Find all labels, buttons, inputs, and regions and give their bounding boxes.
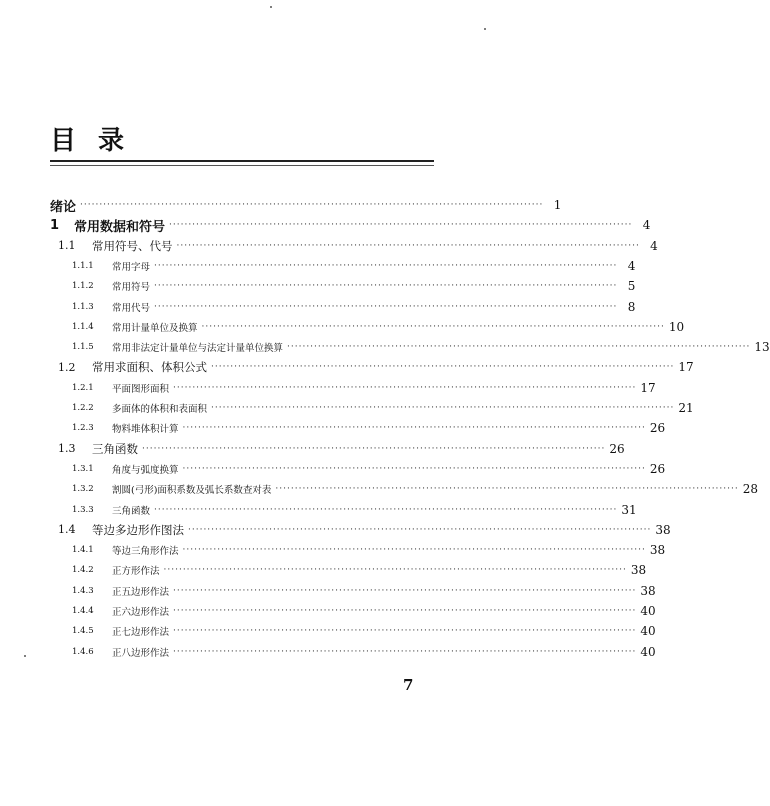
- toc-entry-title: 常用计量单位及换算: [112, 322, 198, 334]
- toc-dot-leader: ························································································································: [154, 260, 618, 271]
- toc-entry: [0, 257, 636, 275]
- toc-entry: [0, 237, 658, 255]
- toc-entry-page: 21: [678, 401, 694, 415]
- toc-entry-page: 10: [668, 319, 685, 334]
- toc-entry: [0, 622, 656, 640]
- toc-entry-title: 等边多边形作图法: [92, 522, 184, 537]
- toc-entry: [0, 460, 666, 478]
- toc-entry-title: 正五边形作法: [112, 586, 170, 598]
- toc-entry-number: 1.1.1: [72, 260, 94, 271]
- page-title: 目录: [50, 126, 147, 156]
- toc-entry: [0, 643, 656, 661]
- toc-entry-number: 1.2.2: [72, 403, 94, 413]
- toc-entry-number: 1.4.6: [72, 646, 94, 657]
- toc-dot-leader: ························································································································: [154, 281, 618, 292]
- toc-entry: [0, 501, 637, 519]
- toc-dot-leader: ························································································································: [211, 362, 675, 373]
- toc-entry-page: 40: [640, 604, 656, 618]
- toc-dot-leader: ························································································································: [173, 626, 637, 637]
- toc-entry-number: 1.4.4: [72, 606, 94, 616]
- toc-entry-number: 1.4: [58, 523, 76, 537]
- scan-speck: [484, 28, 486, 30]
- toc-entry-page: 4: [642, 218, 651, 233]
- toc-entry-page: 13: [754, 340, 770, 355]
- toc-entry: [0, 298, 636, 316]
- toc-entry: [0, 399, 694, 417]
- toc-entry-title: 割圆(弓形)面积系数及弧长系数查对表: [112, 485, 272, 497]
- toc-entry-number: 1.3.1: [72, 463, 94, 474]
- toc-entry-page: 26: [649, 461, 666, 476]
- toc-entry-number: 1.3.2: [72, 484, 94, 495]
- toc-dot-leader: ························································································································: [173, 585, 637, 596]
- toc-entry-number: 1.1.3: [72, 301, 94, 312]
- toc-dot-leader: ························································································································: [182, 463, 646, 474]
- toc-entry: [0, 602, 656, 620]
- toc-entry-number: 1.2.3: [72, 423, 94, 434]
- toc-entry-number: 1.3.3: [72, 504, 94, 515]
- toc-entry-title: 角度与弧度换算: [112, 464, 179, 476]
- toc-dot-leader: ························································································································: [163, 565, 627, 576]
- toc-entry: [0, 358, 694, 376]
- page-number: 7: [403, 676, 414, 694]
- toc-dot-leader: ························································································································: [154, 301, 618, 312]
- toc-dot-leader: ························································································································: [173, 606, 637, 616]
- toc-entry-title: 物料堆体积计算: [112, 424, 179, 436]
- toc-entry: [0, 582, 656, 600]
- toc-entry-number: 1.4.5: [72, 626, 94, 637]
- toc-dot-leader: ························································································································: [201, 321, 665, 332]
- toc-entry-number: 1.1.2: [72, 281, 94, 292]
- toc-entry-number: 1.4.2: [72, 565, 94, 576]
- toc-entry-page: 4: [650, 238, 658, 253]
- toc-dot-leader: ························································································································: [182, 545, 646, 556]
- toc-entry-title: 常用数据和符号: [74, 219, 166, 235]
- toc-dot-leader: ························································································································: [275, 484, 739, 495]
- toc-entry-number: 1.1: [58, 239, 76, 253]
- toc-entry-page: 38: [655, 522, 671, 537]
- toc-entry: [0, 379, 656, 397]
- toc-entry-number: 1.1.4: [72, 321, 94, 332]
- toc-entry-page: 8: [627, 299, 636, 314]
- toc-entry-title: 正方形作法: [112, 566, 160, 578]
- toc-entry-page: 4: [627, 258, 636, 273]
- toc-entry-page: 38: [630, 563, 647, 578]
- toc-entry-title: 多面体的体积和表面积: [112, 404, 208, 415]
- toc-entry-number: 1: [50, 217, 60, 233]
- toc-entry: [0, 541, 666, 559]
- toc-entry-number: 1.4.3: [72, 585, 94, 596]
- toc-entry-number: 1.1.5: [72, 342, 94, 353]
- toc-dot-leader: ························································································································: [154, 504, 618, 515]
- toc-dot-leader: ························································································································: [80, 200, 544, 210]
- toc-entry-title: 常用符号、代号: [92, 238, 173, 253]
- toc-entry-title: 常用符号: [112, 282, 151, 294]
- toc-entry: [0, 521, 671, 539]
- toc-entry-page: 28: [742, 482, 759, 497]
- toc-entry-page: 26: [609, 441, 625, 456]
- toc-entry: [0, 196, 562, 215]
- toc-dot-leader: ························································································································: [211, 403, 675, 413]
- scan-speck: [24, 655, 26, 657]
- toc-entry-title: 常用求面积、体积公式: [92, 360, 207, 375]
- toc-entry-title: 等边三角形作法: [112, 546, 179, 558]
- toc-dot-leader: ························································································································: [182, 423, 646, 434]
- scan-speck: [270, 6, 272, 8]
- toc-entry-number: 1.2: [58, 360, 76, 374]
- toc-entry-page: 40: [640, 644, 656, 659]
- toc-dot-leader: ························································································································: [176, 240, 640, 251]
- toc-entry-title: 正七边形作法: [112, 627, 170, 639]
- toc-entry-page: 31: [621, 502, 637, 517]
- toc-entry-title: 平面图形面积: [112, 383, 170, 395]
- toc-entry: [0, 419, 666, 437]
- toc-entry-title: 常用非法定计量单位与法定计量单位换算: [112, 343, 284, 355]
- toc-entry: [0, 561, 647, 579]
- toc-dot-leader: ························································································································: [173, 382, 637, 393]
- toc-entry: [0, 318, 685, 336]
- toc-dot-leader: ························································································································: [173, 646, 637, 657]
- toc-dot-leader: ························································································································: [287, 342, 751, 353]
- toc-entry-title: 常用代号: [112, 302, 151, 314]
- toc-dot-leader: ························································································································: [169, 220, 633, 231]
- toc-entry: [0, 277, 636, 295]
- toc-entry-page: 17: [678, 360, 694, 375]
- toc-entry-title: 绪论: [50, 199, 77, 215]
- toc-entry-page: 1: [553, 198, 562, 212]
- toc-entry-page: 38: [640, 583, 656, 598]
- toc-entry-title: 正六边形作法: [112, 607, 170, 618]
- toc-entry-page: 26: [649, 421, 666, 436]
- toc-entry: [0, 216, 651, 235]
- toc-entry: [0, 338, 770, 356]
- toc-entry-title: 常用字母: [112, 261, 151, 273]
- toc-entry-title: 三角函数: [92, 441, 138, 456]
- toc-dot-leader: ························································································································: [142, 443, 606, 454]
- toc-entry-title: 三角函数: [112, 505, 151, 517]
- toc-entry-page: 40: [640, 624, 656, 639]
- toc-entry: [0, 480, 759, 498]
- toc-entry-number: 1.4.1: [72, 545, 94, 556]
- toc-entry-page: 5: [627, 279, 636, 294]
- toc-entry-page: 38: [649, 543, 666, 558]
- toc-entry-number: 1.3: [58, 442, 76, 456]
- toc-entry-number: 1.2.1: [72, 382, 94, 393]
- toc-dot-leader: ························································································································: [188, 524, 652, 535]
- toc-entry-title: 正八边形作法: [112, 647, 170, 659]
- toc-entry: [0, 440, 625, 458]
- toc-entry-page: 17: [640, 380, 656, 395]
